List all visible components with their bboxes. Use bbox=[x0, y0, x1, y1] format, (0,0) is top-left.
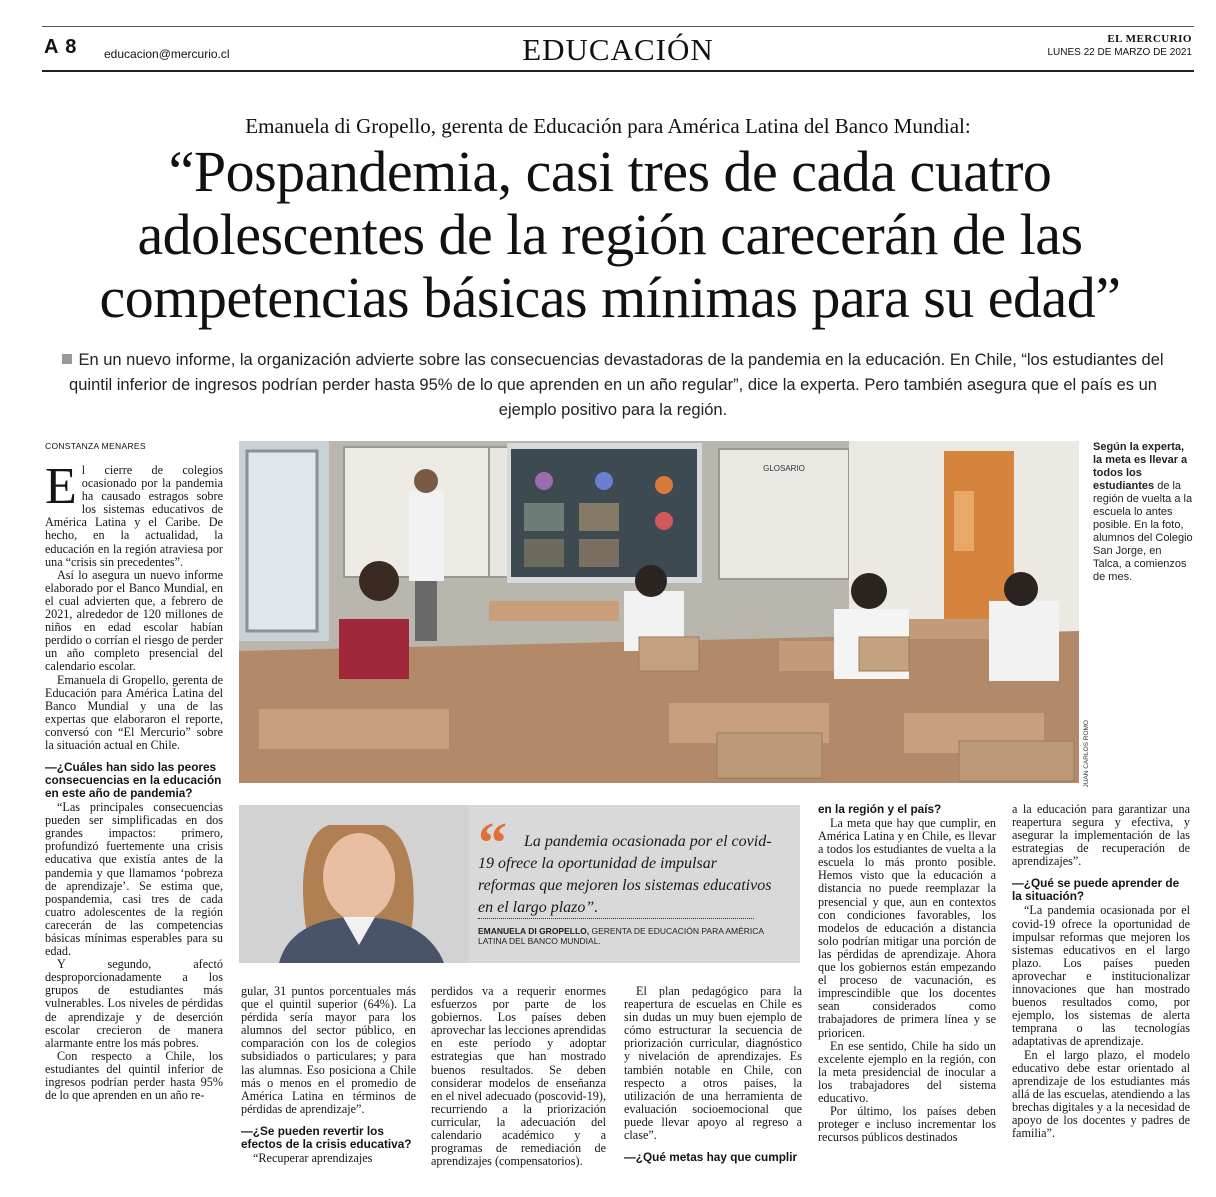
caption-text: de la región de vuelta a la escuela lo antes posible. En la foto, alumnos del Colegio San Jorge, en Talca, a comienzos de mes. bbox=[1093, 480, 1193, 583]
lead-paragraph: El cierre de colegios ocasionado por la pandemia ha causado estragos sobre los sistemas educativos de América Latina y el Caribe. De hecho, en la actualidad, la educación en la región atraviesa por una “crisis sin precedentes”. bbox=[45, 464, 223, 569]
column-5 bbox=[818, 803, 996, 1183]
quote-attribution bbox=[478, 926, 778, 946]
interview-question: —¿Qué se puede aprender de la situación? bbox=[1012, 876, 1180, 904]
paragraph: Emanuela di Gropello, gerenta de Educación para América Latina del Banco Mundial y una de las expertas que elaboraron el reporte, conversó con “El Mercurio” sobre la situación actual en Chile. bbox=[45, 672, 223, 752]
paragraph: Y segundo, afectó desproporcionadamente a los grupos de estudiantes más vulnerables. Los niveles de pérdidas de aprendizaje y de deserción escolar crecieron de manera alarmante entre los más pobres. bbox=[45, 957, 223, 1050]
column-1 bbox=[45, 464, 223, 1184]
board-label: GLOSARIO bbox=[763, 464, 805, 473]
article-headline: “Pospandemia, casi tres de cada cuatro adolescentes de la región carecerán de las competencias básicas mínimas para su edad” bbox=[99, 139, 1121, 330]
column-6 bbox=[1012, 803, 1190, 1183]
issue-date: LUNES 22 DE MARZO DE 2021 bbox=[1047, 47, 1192, 58]
page-number: A 8 bbox=[44, 36, 78, 58]
caption-lead: Según la experta, la meta es llevar a todos los estudiantes bbox=[1093, 441, 1188, 492]
interview-question: en la región y el país? bbox=[818, 803, 942, 816]
paragraph: En ese sentido, Chile ha sido un excelente ejemplo en la región, con la meta presidencial de inocular a los trabajadores del sistema educativo. bbox=[818, 1038, 996, 1105]
paragraph: “La pandemia ocasionada por el covid-19 ofrece la oportunidad de impulsar reformas que mejoren los sistemas educativos en el largo plazo. Los países pueden aprovechar e institucionalizar innovaciones que han mostrado buenos resultados como, por ejemplo, los sistemas de alerta temprana o las tecnologías adaptativas de aprendizaje. bbox=[1012, 903, 1190, 1049]
article-deck bbox=[48, 348, 1178, 423]
byline: CONSTANZA MENARES bbox=[45, 441, 146, 451]
classroom-photo bbox=[239, 441, 1079, 783]
interview-question: —¿Qué metas hay que cumplir bbox=[624, 1150, 798, 1165]
deck-text: En un nuevo informe, la organización advierte sobre las consecuencias devastadoras de la pandemia en la educación. En Chile, “los estudiantes del quintil inferior de ingresos podrían perder hasta 95% de lo que aprenden en un año regular”, dice la experta. Pero también asegura que el país es un ejemplo positivo para la región. bbox=[69, 351, 1164, 419]
paragraph: gular, 31 puntos porcentuales más que el quintil superior (64%). La pérdida sería mayor para los alumnos del sector público, en comparación con los de colegios subsidiados o particulares; y para las alumnas. Eso posiciona a Chile más o menos en el promedio de América Latina en términos de pérdidas de aprendizaje”. bbox=[241, 985, 416, 1116]
classroom-illustration bbox=[239, 441, 1079, 783]
interview-question: —¿Cuáles han sido las peores consecuencias en la educación en este año de pandemia? bbox=[45, 760, 222, 801]
section-title: EDUCACIÓN bbox=[522, 32, 714, 67]
paragraph: Por último, los países deben proteger e incluso incrementar los recursos públicos destinados bbox=[818, 1104, 996, 1145]
photo-credit: JUAN CARLOS ROMO bbox=[1083, 720, 1090, 788]
drop-cap: E bbox=[45, 464, 77, 515]
quote-attribution-name: EMANUELA DI GROPELLO, bbox=[478, 926, 590, 936]
column-4 bbox=[624, 985, 802, 1185]
quote-divider bbox=[478, 918, 754, 919]
paragraph: perdidos va a requerir enormes esfuerzos por parte de los gobiernos. Los países deben aprovechar las lecciones aprendidas en este período y adoptar estrategias que han mostrado buenos resultados. Se deben considerar modelos de enseñanza en el nivel adecuado (poscovid-19), recurriendo a la priorización curricular, la adecuación del calendario académico y a programas de remediación de aprendizajes (compensatorios). bbox=[431, 985, 606, 1169]
section-email[interactable]: educacion@mercurio.cl bbox=[104, 47, 230, 61]
column-3 bbox=[431, 985, 606, 1185]
page-header bbox=[42, 26, 1194, 72]
paragraph: El plan pedagógico para la reapertura de escuelas en Chile es sin dudas un muy buen ejemplo de cómo estructurar la secuencia de priorización curricular, diagnóstico y nivelación de aprendizajes. Es también notable en Chile, con respecto a otros países, la utilización de una herramienta de evaluación socioemocional que puede llevar apoyo al regreso a clase”. bbox=[624, 985, 802, 1143]
bullet-square-icon bbox=[62, 354, 72, 364]
paragraph: Con respecto a Chile, los estudiantes del quintil inferior de ingresos podrían perder hasta 95% de lo que aprenden en un año re- bbox=[45, 1048, 223, 1103]
paragraph: “Recuperar aprendizajes bbox=[253, 1150, 373, 1165]
paragraph: “Las principales consecuencias pueden ser simplificadas en dos grandes impactos: primero, profundizó fuertemente una crisis educativa que existía antes de la pandemia y que llamamos ‘pobreza de aprendizaje’. Se estima que, pospandemia, casi tres de cada cuatro adolescentes de la región carecerán de las competencias básicas mínimas esperables para su edad. bbox=[45, 800, 223, 959]
paragraph: La meta que hay que cumplir, en América Latina y en Chile, es llevar a todos los estudiantes de vuelta a la escuela lo más pronto posible. Hemos visto que la educación a distancia no puede reemplazar la presencial y que, aun en contextos con condiciones favorables, los modelos de educación a distancia solo podrían mitigar una porción de las pérdidas de aprendizaje. Ahora que los gobiernos están empezando el proceso de vacunación, es imprescindible que los docentes sean considerados como trabajadores de primera línea y se prioricen. bbox=[818, 816, 996, 1040]
quote-attribution-role: GERENTA DE EDUCACIÓN PARA AMÉRICA LATINA DEL BANCO MUNDIAL. bbox=[478, 926, 764, 946]
quote-mark-icon: “ bbox=[478, 810, 507, 875]
portrait-photo bbox=[239, 805, 469, 963]
paragraph: a la educación para garantizar una reapertura segura y efectiva, y asegurar la implementación de las estrategias de recuperación de aprendizajes”. bbox=[1012, 803, 1190, 869]
paragraph: Así lo asegura un nuevo informe elaborado por el Banco Mundial, en el cual advierten que, a febrero de 2021, alrededor de 120 millones de niños en edad escolar habían perdido o corrían el riesgo de perder un año completo presencial del calendario escolar. bbox=[45, 567, 223, 674]
column-2 bbox=[241, 985, 416, 1185]
article-kicker: Emanuela di Gropello, gerenta de Educación para América Latina del Banco Mundial: bbox=[245, 114, 971, 138]
paragraph: En el largo plazo, el modelo educativo debe estar orientado al aprendizaje de los estudiantes más allá de las escuelas, atendiendo a las brechas digitales y a la necesidad de apoyo de los docentes y padres de familia”. bbox=[1012, 1047, 1190, 1141]
pull-quote-text: La pandemia ocasionada por el covid-19 ofrece la oportunidad de impulsar reformas que mejoren los sistemas educativos en el largo plazo”. bbox=[478, 833, 772, 916]
newspaper-brand: EL MERCURIO bbox=[1107, 33, 1192, 45]
photo-caption bbox=[1093, 441, 1193, 584]
interview-question: —¿Se pueden revertir los efectos de la crisis educativa? bbox=[241, 1123, 412, 1151]
